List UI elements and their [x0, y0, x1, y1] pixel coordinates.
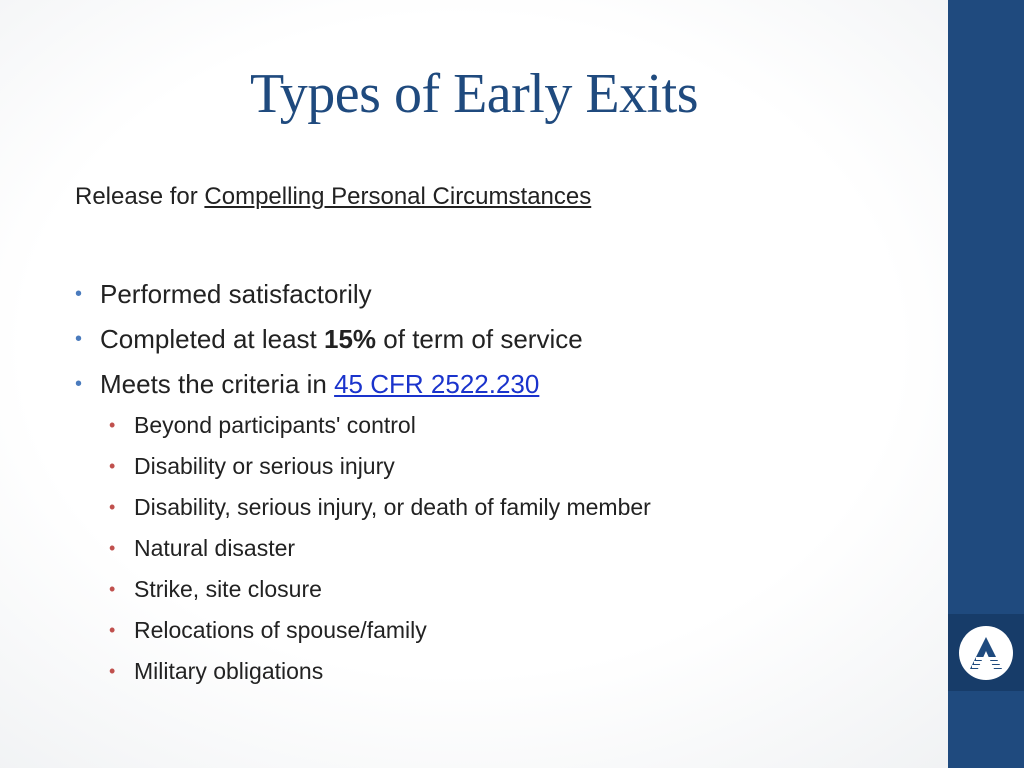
bullet-text-bold: 15% [324, 324, 377, 354]
sub-bullet-item: • Disability, serious injury, or death of family member [109, 487, 925, 528]
intro-line [75, 182, 925, 212]
bullet-item [75, 272, 925, 317]
intro-prefix: Release for [75, 183, 205, 210]
bullet-text-before: Completed at least [100, 324, 325, 354]
americorps-logo-icon [959, 626, 1013, 680]
sub-bullet-item: • Strike, site closure [109, 569, 925, 610]
sub-bullet-item: • Relocations of spouse/family [109, 610, 925, 651]
sub-bullet-list [109, 405, 925, 692]
bullet-text-after: of term of service [376, 324, 583, 354]
slide-content [75, 182, 925, 692]
logo-band [948, 614, 1024, 691]
bullet-text-before: Meets the criteria in [100, 369, 335, 399]
sub-bullet-item: • Natural disaster [109, 528, 925, 569]
bullet-list [75, 272, 925, 692]
sub-bullet-item: • Military obligations [109, 651, 925, 692]
bullet-item [75, 317, 925, 362]
bullet-item [75, 362, 925, 692]
slide-title: Types of Early Exits [250, 63, 698, 125]
sub-bullet-item: • Beyond participants' control [109, 405, 925, 446]
bullet-text: Performed satisfactorily [100, 279, 372, 309]
intro-underlined: Compelling Personal Circumstances [204, 183, 592, 210]
logo-a-glyph [966, 633, 1006, 673]
cfr-link[interactable]: 45 CFR 2522.230 [334, 369, 540, 399]
sub-bullet-item: • Disability or serious injury [109, 446, 925, 487]
